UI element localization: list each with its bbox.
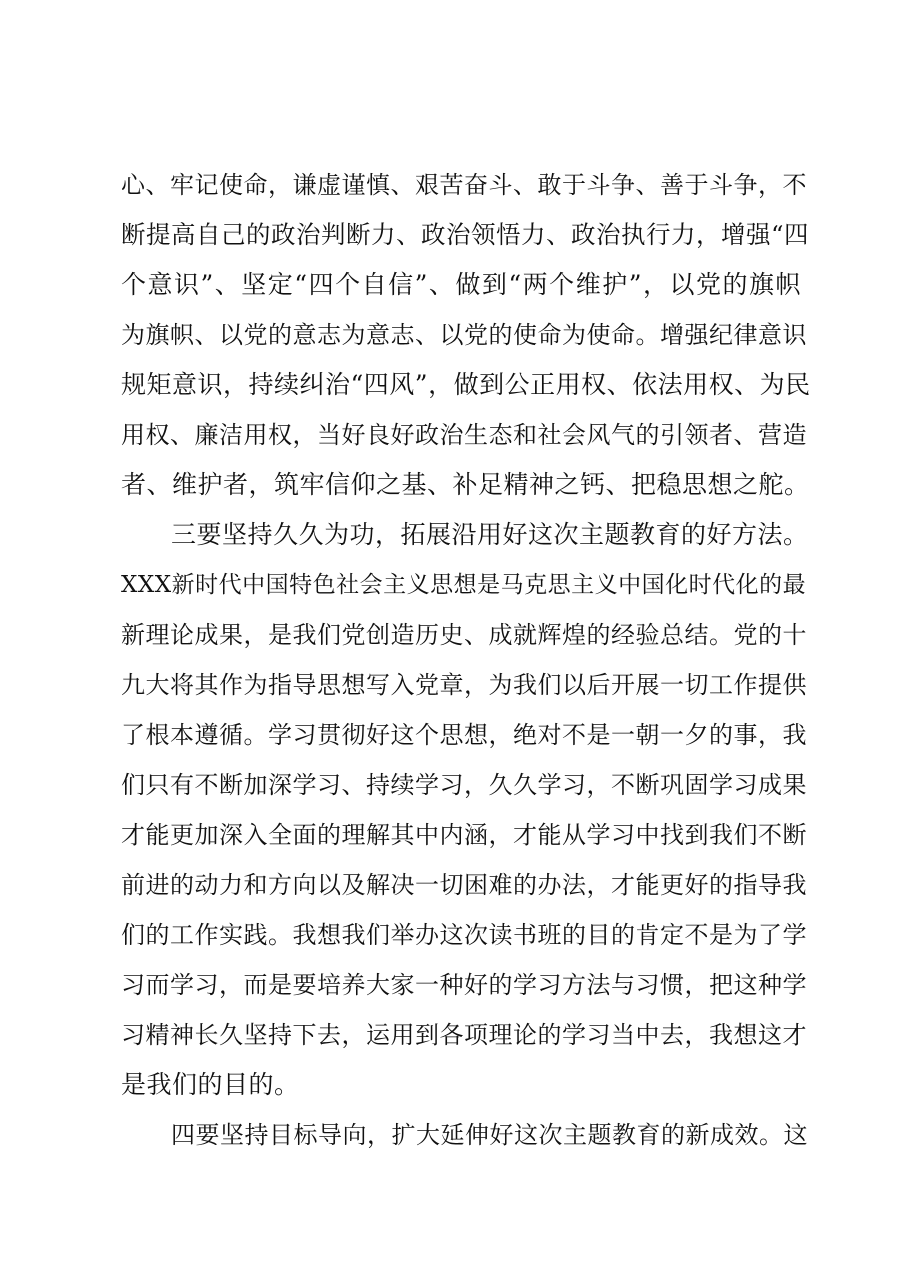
text-line: 为旗帜、以党的意志为意志、以党的使命为使命。增强纪律意识	[121, 321, 807, 349]
text-line: XXX新时代中国特色社会主义思想是马克思主义中国化时代化的最	[121, 572, 807, 598]
text-line: 是我们的目的。	[121, 1070, 300, 1099]
paragraph-heading: 三要坚持久久为功，拓展沿用好这次主题教育的好方法。	[171, 520, 809, 549]
paragraph-heading: 四要坚持目标导向，扩大延伸好这次主题教育的新成效。这	[171, 1121, 808, 1149]
text-line: 规矩意识，持续纠治“四风”，做到公正用权、依法用权、为民	[121, 370, 811, 399]
text-line: 者、维护者，筑牢信仰之基、补足精神之钙、把稳思想之舵。	[121, 470, 810, 499]
text-line: 用权、廉洁用权，当好良好政治生态和社会风气的引领者、营造	[121, 421, 807, 449]
text-line: 习而学习，而是要培养大家一种好的学习方法与习惯，把这种学	[121, 971, 807, 999]
text-line: 们的工作实践。我想我们举办这次读书班的目的肯定不是为了学	[121, 921, 807, 949]
text-line: 习精神长久坚持下去，运用到各项理论的学习当中去，我想这才	[121, 1021, 807, 1049]
text-line: 心、牢记使命，谦虚谨慎、艰苦奋斗、敢于斗争、善于斗争，不	[121, 171, 807, 199]
text-line: 才能更加深入全面的理解其中内涵，才能从学习中找到我们不断	[121, 821, 807, 849]
text-line: 个意识”、坚定“四个自信”、做到“两个维护”，以党的旗帜	[121, 270, 801, 299]
text-line: 前进的动力和方向以及解决一切困难的办法，才能更好的指导我	[121, 871, 807, 899]
text-line: 了根本遵循。学习贯彻好这个思想，绝对不是一朝一夕的事，我	[121, 721, 807, 749]
text-line: 们只有不断加深学习、持续学习，久久学习，不断巩固学习成果	[121, 771, 807, 799]
text-line: 九大将其作为指导思想写入党章，为我们以后开展一切工作提供	[121, 671, 807, 699]
text-line: 新理论成果，是我们党创造历史、成就辉煌的经验总结。党的十	[121, 621, 807, 649]
text-line: 断提高自己的政治判断力、政治领悟力、政治执行力，增强“四	[121, 220, 810, 249]
